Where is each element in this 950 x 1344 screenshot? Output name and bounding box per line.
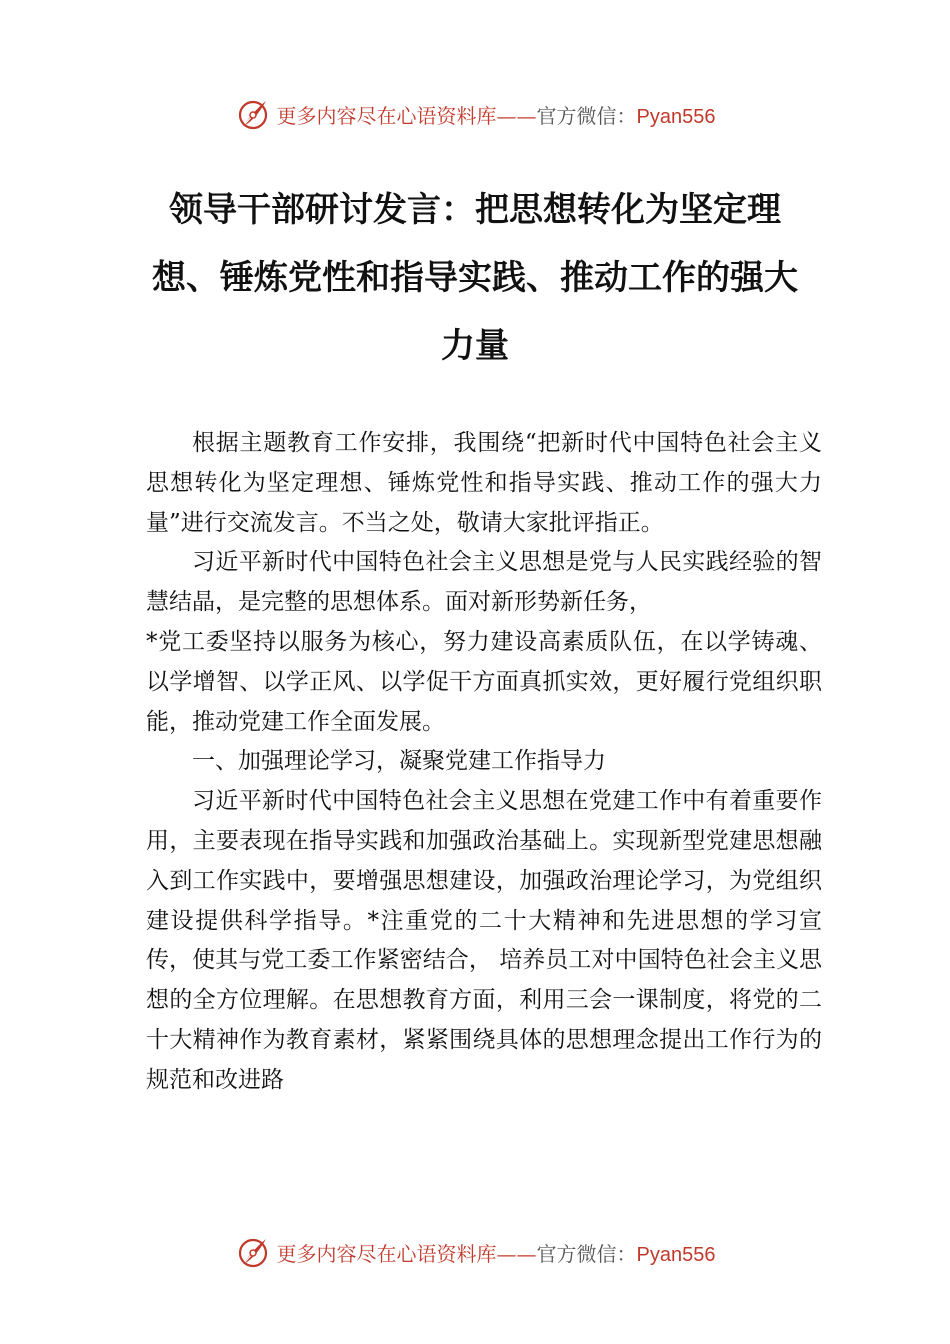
banner-source: 更多内容尽在心语资料库 xyxy=(276,103,497,128)
footer-banner xyxy=(0,1232,950,1272)
banner-wechat-id: Pyan556 xyxy=(636,1243,716,1266)
paragraph-intro: 根据主题教育工作安排，我围绕“把新时代中国特色社会主义思想转化为坚定理想、锤炼党性和指导实践、推动工作的强大力量”进行交流发言。不当之处，敬请大家批评指正。 xyxy=(146,430,822,536)
banner-wechat-label: 官方微信： xyxy=(536,1241,637,1266)
banner-source: 更多内容尽在心语资料库 xyxy=(276,1241,497,1266)
quill-pen-logo-icon xyxy=(235,1234,271,1270)
paragraph-section-1: 习近平新时代中国特色社会主义思想在党建工作中有着重要作用，主要表现在指导实践和加强政治基础上。实现新型党建思想融入到工作实践中，要增强思想建设，加强政治理论学习，为党组织建设提供科学指导。*注重党的二十大精神和先进思想的学习宣传，使其与党工委工作紧密结合， 培养员工对中国特色社会主义思想的全方位理解。在思想教育方面，利用三会一课制度，将党的二十大精神作为教育素材，紧紧围绕具体的思想理念提出工作行为的规范和改进路 xyxy=(146,788,822,1093)
section-heading-1: 一、加强理论学习，凝聚党建工作指导力 xyxy=(192,748,606,775)
quill-pen-logo-icon xyxy=(235,96,271,132)
banner-dash: —— xyxy=(496,103,537,128)
banner-wechat-id: Pyan556 xyxy=(636,105,716,128)
banner-wechat-label: 官方微信： xyxy=(536,103,637,128)
paragraph-background: 习近平新时代中国特色社会主义思想是党与人民实践经验的智慧结晶，是完整的思想体系。面对新形势新任务， xyxy=(146,549,822,616)
document-title: 领导干部研讨发言：把思想转化为坚定理想、锤炼党性和指导实践、推动工作的强大力量 xyxy=(152,190,798,366)
document-body xyxy=(146,424,822,1101)
banner-text xyxy=(277,100,716,129)
banner-dash: —— xyxy=(496,1241,537,1266)
header-banner xyxy=(0,94,950,134)
banner-text xyxy=(277,1238,716,1267)
paragraph-committee: *党工委坚持以服务为核心，努力建设高素质队伍，在以学铸魂、以学增智、以学正风、以学促干方面真抓实效，更好履行党组织职能，推动党建工作全面发展。 xyxy=(146,628,822,735)
